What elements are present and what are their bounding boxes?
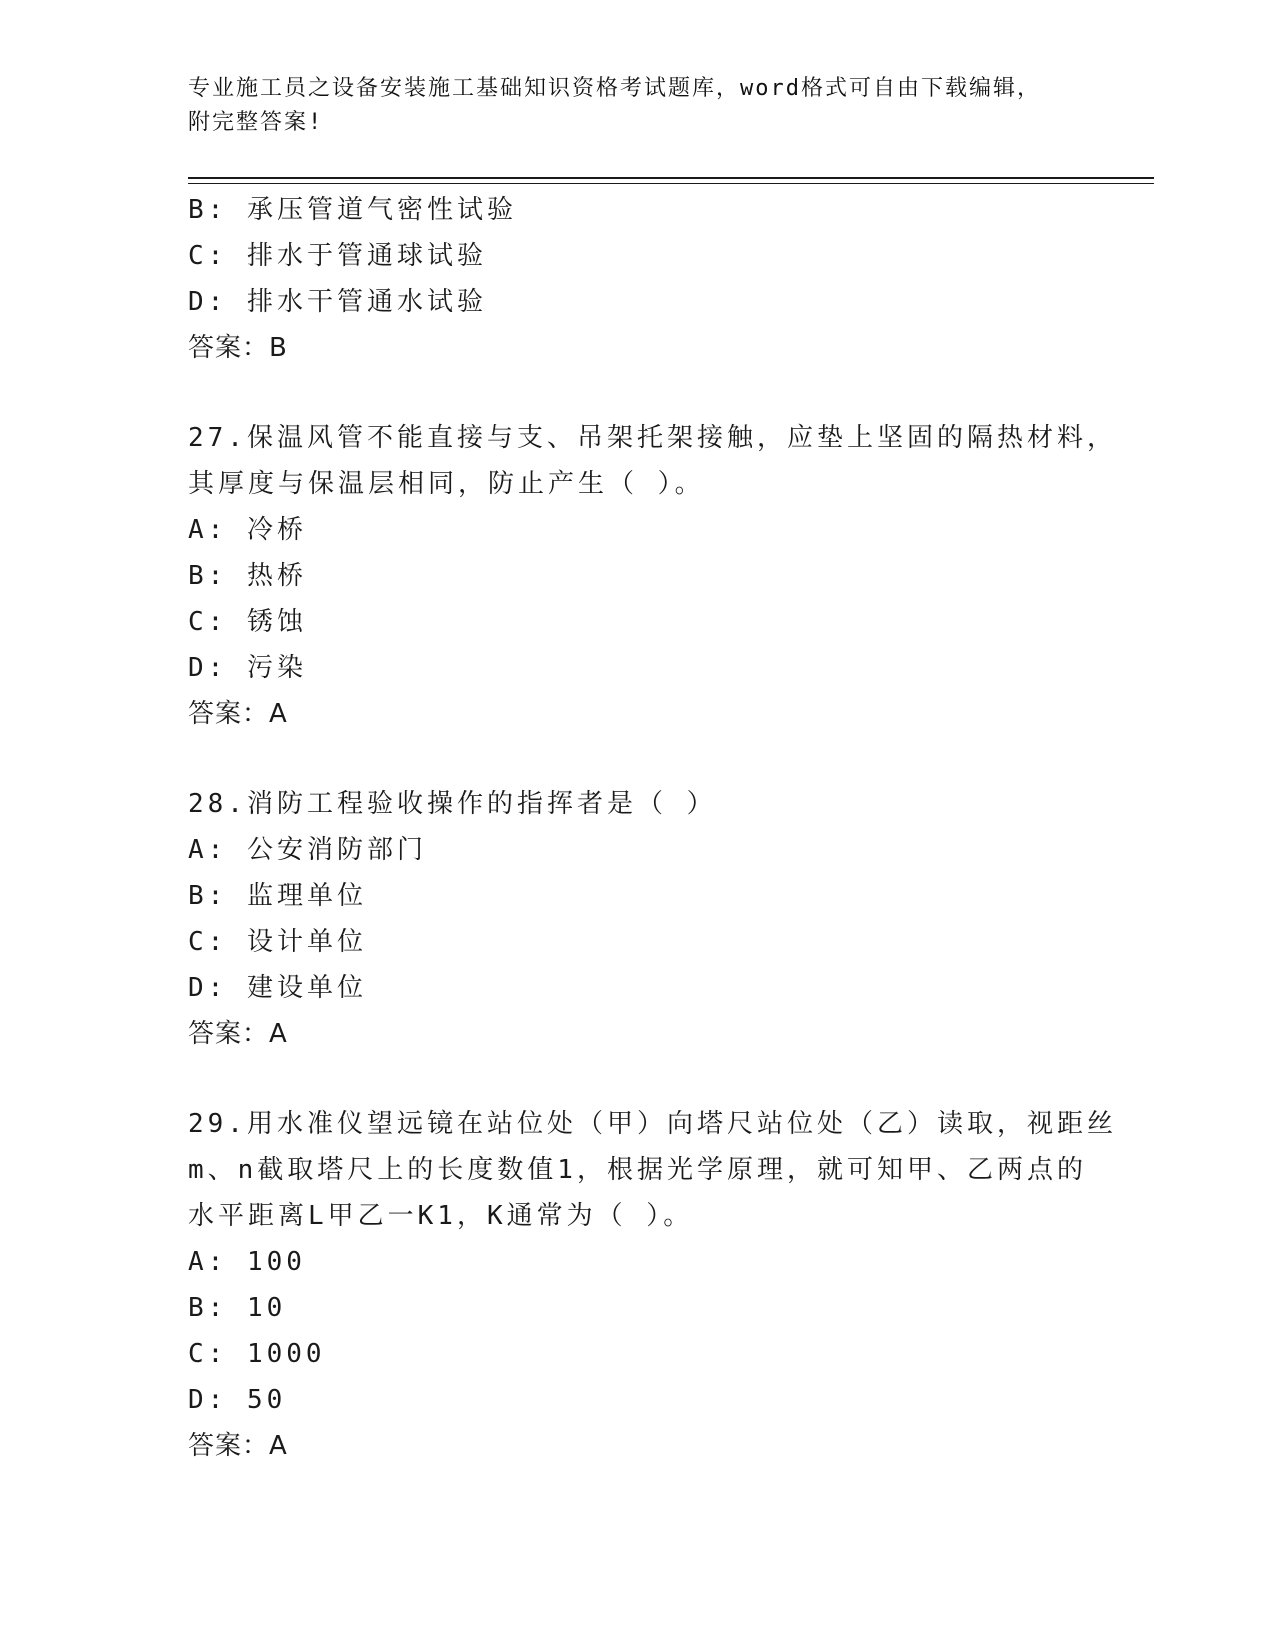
option-text: 排水干管通水试验 bbox=[246, 287, 487, 317]
question-text: m、n截取塔尺上的长度数值1，根据光学原理，就可知甲、乙两点的 bbox=[188, 1155, 1087, 1185]
question-text: 其厚度与保温层相同，防止产生（ ）。 bbox=[188, 469, 705, 499]
answer-line: 答案：A bbox=[188, 1019, 288, 1049]
option-text: 监理单位 bbox=[246, 881, 367, 911]
header-line-1: 专业施工员之设备安装施工基础知识资格考试题库，word格式可自由下载编辑， bbox=[188, 76, 1041, 101]
option-text: 冷桥 bbox=[246, 515, 307, 545]
option-label: A: bbox=[188, 1247, 228, 1277]
answer-line: 答案：A bbox=[188, 699, 288, 729]
option-row bbox=[188, 279, 1088, 325]
option-label: C: bbox=[188, 241, 228, 271]
option-text: 排水于管通球试验 bbox=[246, 241, 487, 271]
option-label: D: bbox=[188, 973, 228, 1003]
option-row bbox=[188, 553, 1088, 599]
option-row bbox=[188, 507, 1088, 553]
question-block bbox=[188, 781, 1088, 1057]
document-header bbox=[188, 72, 1088, 140]
option-row bbox=[188, 1377, 1088, 1423]
question-block bbox=[188, 1101, 1117, 1469]
option-row bbox=[188, 873, 1088, 919]
option-row bbox=[188, 599, 1088, 645]
option-text: 设计单位 bbox=[246, 927, 367, 957]
option-row bbox=[188, 187, 1088, 233]
option-text: 10 bbox=[246, 1293, 287, 1323]
answer-line: 答案：A bbox=[188, 1431, 288, 1461]
option-label: C: bbox=[188, 607, 228, 637]
option-label: B: bbox=[188, 195, 228, 225]
option-text: 建设单位 bbox=[246, 973, 367, 1003]
answer-line: 答案：B bbox=[188, 333, 288, 363]
option-label: D: bbox=[188, 1385, 228, 1415]
option-text: 污染 bbox=[246, 653, 307, 683]
option-text: 锈蚀 bbox=[246, 607, 307, 637]
option-text: 承压管道气密性试验 bbox=[246, 195, 517, 225]
option-label: B: bbox=[188, 881, 228, 911]
option-label: C: bbox=[188, 1339, 228, 1369]
option-text: 1000 bbox=[246, 1339, 326, 1369]
header-divider-thin bbox=[188, 183, 1154, 184]
option-row bbox=[188, 233, 1088, 279]
option-text: 热桥 bbox=[246, 561, 307, 591]
option-row bbox=[188, 1285, 1088, 1331]
option-text: 100 bbox=[246, 1247, 306, 1277]
header-divider-thick bbox=[188, 177, 1154, 179]
header-line-2: 附完整答案! bbox=[188, 110, 324, 135]
question-list bbox=[188, 187, 1117, 1469]
question-text: 27.保温风管不能直接与支、吊架托架接触，应垫上坚固的隔热材料， bbox=[188, 423, 1117, 453]
option-row bbox=[188, 645, 1088, 691]
option-label: A: bbox=[188, 515, 228, 545]
question-text: 28.消防工程验收操作的指挥者是（ ） bbox=[188, 789, 717, 819]
option-label: B: bbox=[188, 1293, 228, 1323]
option-label: D: bbox=[188, 287, 228, 317]
option-row bbox=[188, 827, 1088, 873]
option-label: B: bbox=[188, 561, 228, 591]
question-text: 29.用水准仪望远镜在站位处（甲）向塔尺站位处（乙）读取，视距丝 bbox=[188, 1109, 1117, 1139]
option-text: 公安消防部门 bbox=[246, 835, 427, 865]
option-row bbox=[188, 919, 1088, 965]
option-label: A: bbox=[188, 835, 228, 865]
option-text: 50 bbox=[246, 1385, 287, 1415]
question-block bbox=[188, 187, 1088, 371]
question-text: 水平距离L甲乙一K1，K通常为（ ）。 bbox=[188, 1201, 694, 1231]
option-label: C: bbox=[188, 927, 228, 957]
question-block bbox=[188, 415, 1117, 737]
option-row bbox=[188, 1239, 1088, 1285]
option-row bbox=[188, 1331, 1088, 1377]
option-row bbox=[188, 965, 1088, 1011]
option-label: D: bbox=[188, 653, 228, 683]
